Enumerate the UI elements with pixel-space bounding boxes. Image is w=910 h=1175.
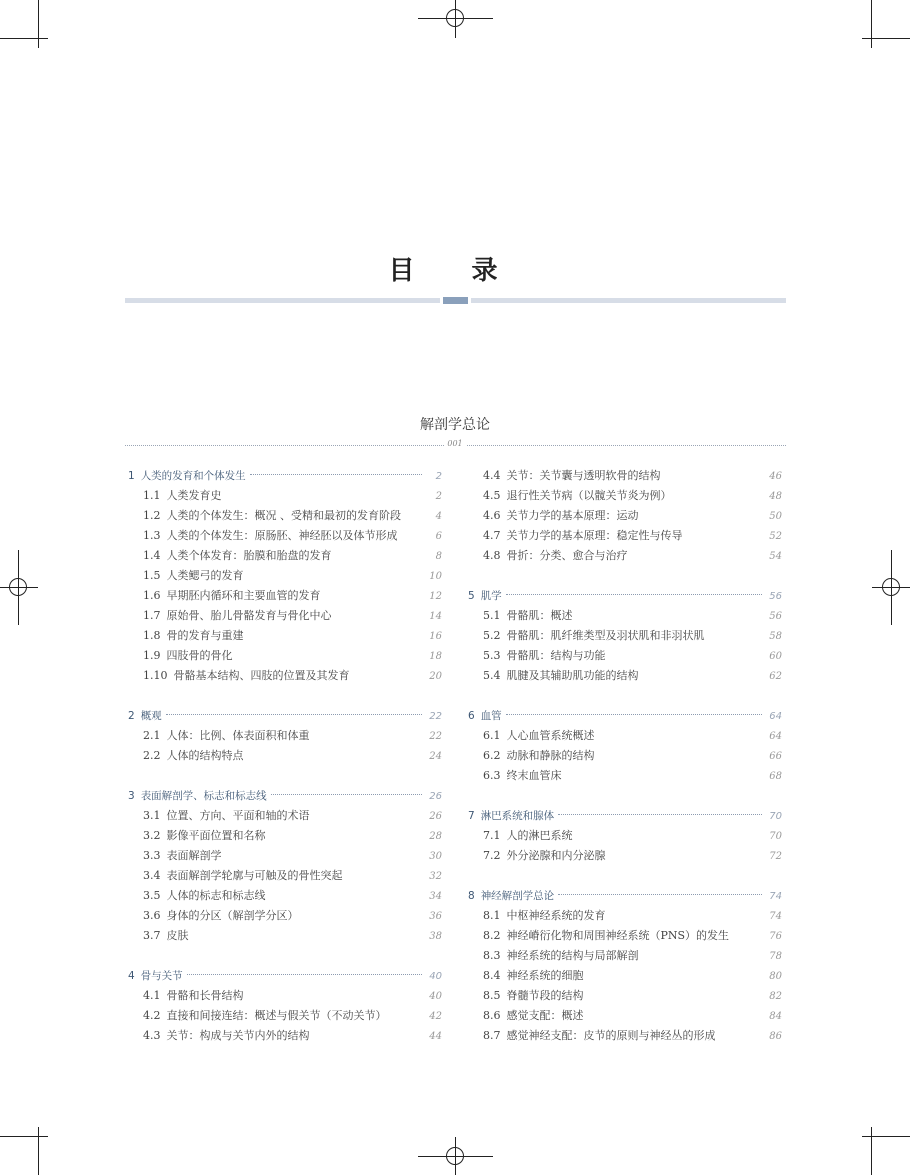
page-title: 目 录 (388, 256, 522, 286)
page-number: 14 (429, 611, 442, 622)
page-number: 48 (769, 491, 782, 502)
section-number: 4.4 (483, 469, 501, 482)
page-number: 50 (769, 511, 782, 522)
section-entry[interactable] (128, 566, 442, 586)
chapter-entry[interactable] (468, 706, 782, 726)
section-entry[interactable] (468, 486, 782, 506)
section-title: 退行性关节病（以髋关节炎为例） (506, 489, 672, 502)
page-number: 12 (429, 591, 442, 602)
section-title: 人类个体发育：胎膜和胎盘的发育 (166, 549, 332, 562)
page-number: 82 (769, 991, 782, 1002)
section-entry[interactable] (128, 546, 442, 566)
chapter-title: 概观 (140, 710, 162, 722)
section-title: 身体的分区（解剖学分区） (166, 909, 299, 922)
section-entry[interactable] (128, 1026, 442, 1046)
section-number: 8.3 (483, 949, 501, 962)
section-title: 神经系统的结构与局部解剖 (506, 949, 639, 962)
section-title: 人体的标志和标志线 (166, 889, 266, 902)
section-number: 3.4 (143, 869, 161, 882)
section-number: 8.2 (483, 929, 501, 942)
page-number: 16 (429, 631, 442, 642)
section-number: 4.2 (143, 1009, 161, 1022)
section-title: 人类的个体发生：概况 、受精和最初的发育阶段 (166, 509, 401, 522)
section-number: 5.3 (483, 649, 501, 662)
section-title: 神经系统的细胞 (506, 969, 584, 982)
section-number: 8.6 (483, 1009, 501, 1022)
page-number: 8 (435, 551, 442, 562)
chapter-title: 表面解剖学、标志和标志线 (140, 790, 267, 802)
section-entry[interactable] (468, 1026, 782, 1046)
section-title: 骨骼肌：肌纤维类型及羽状肌和非羽状肌 (506, 629, 705, 642)
section-number: 3.1 (143, 809, 161, 822)
section-number: 7.2 (483, 849, 501, 862)
page-number: 18 (429, 651, 442, 662)
section-entry[interactable] (468, 986, 782, 1006)
chapter-entry[interactable] (128, 466, 442, 486)
page-number: 46 (769, 471, 782, 482)
chapter-entry[interactable] (468, 886, 782, 906)
section-number: 4.5 (483, 489, 501, 502)
section-entry[interactable] (468, 726, 782, 746)
section-title: 骨骼和长骨结构 (166, 989, 244, 1002)
section-number: 5.2 (483, 629, 501, 642)
page-number: 54 (769, 551, 782, 562)
section-title: 四肢骨的骨化 (166, 649, 233, 662)
page-number: 78 (769, 951, 782, 962)
section-entry[interactable] (128, 626, 442, 646)
chapter-title: 骨与关节 (140, 970, 183, 982)
section-entry[interactable] (128, 586, 442, 606)
section-title: 肌腱及其辅助肌功能的结构 (506, 669, 639, 682)
section-entry[interactable] (468, 746, 782, 766)
section-number: 4.8 (483, 549, 501, 562)
chapter-title: 血管 (480, 710, 502, 722)
section-number: 5.4 (483, 669, 501, 682)
section-entry[interactable] (128, 746, 442, 766)
section-entry[interactable] (128, 866, 442, 886)
page-number: 22 (429, 731, 442, 742)
page-number: 42 (429, 1011, 442, 1022)
chapter-number: 8 (468, 890, 475, 902)
dot-leader (558, 894, 762, 895)
section-entry[interactable] (468, 666, 782, 686)
section-number: 1.1 (143, 489, 161, 502)
page-number: 84 (769, 1011, 782, 1022)
page-number: 62 (769, 671, 782, 682)
section-number: 1.7 (143, 609, 161, 622)
section-entry[interactable] (128, 906, 442, 926)
section-title: 中枢神经系统的发育 (506, 909, 606, 922)
dot-leader (558, 814, 762, 815)
page-number: 22 (429, 711, 442, 722)
section-number: 1.8 (143, 629, 161, 642)
chapter-number: 3 (128, 790, 135, 802)
dot-leader (506, 714, 762, 715)
section-entry[interactable] (128, 826, 442, 846)
page-number: 28 (429, 831, 442, 842)
section-title: 神经嵴衍化物和周围神经系统（PNS）的发生 (506, 929, 730, 942)
section-entry[interactable] (468, 506, 782, 526)
section-number: 8.4 (483, 969, 501, 982)
chapter-title: 肌学 (480, 590, 502, 602)
section-number: 5.1 (483, 609, 501, 622)
section-entry[interactable] (468, 1006, 782, 1026)
page-number: 64 (769, 731, 782, 742)
section-title: 皮肤 (166, 929, 189, 942)
page-number: 80 (769, 971, 782, 982)
section-entry[interactable] (128, 926, 442, 946)
page-number: 70 (769, 811, 782, 822)
section-title: 骨折：分类、愈合与治疗 (506, 549, 628, 562)
section-title: 位置、方向、平面和轴的术语 (166, 809, 310, 822)
section-title: 人类的个体发生：原肠胚、神经胚以及体节形成 (166, 529, 398, 542)
section-entry[interactable] (128, 846, 442, 866)
section-title: 感觉神经支配：皮节的原则与神经丛的形成 (506, 1029, 716, 1042)
page-number: 36 (429, 911, 442, 922)
page-number: 26 (429, 791, 442, 802)
section-title: 骨骼基本结构、四肢的位置及其发育 (173, 669, 350, 682)
section-entry[interactable] (128, 666, 442, 686)
chapter-number: 4 (128, 970, 135, 982)
chapter-block (128, 966, 442, 1046)
title-rule-left (125, 298, 440, 303)
chapter-number: 2 (128, 710, 135, 722)
section-entry[interactable] (468, 906, 782, 926)
section-entry[interactable] (468, 966, 782, 986)
dot-leader (271, 794, 422, 795)
section-number: 1.9 (143, 649, 161, 662)
section-title: 骨的发育与重建 (166, 629, 244, 642)
part-page-number: 001 (0, 439, 910, 448)
section-title: 原始骨、胎儿骨骼发育与骨化中心 (166, 609, 332, 622)
section-entry[interactable] (128, 646, 442, 666)
chapter-block (468, 586, 782, 686)
page-number: 56 (769, 611, 782, 622)
section-number: 1.10 (143, 669, 168, 682)
section-number: 3.6 (143, 909, 161, 922)
section-entry[interactable] (128, 986, 442, 1006)
page-number: 56 (769, 591, 782, 602)
section-title: 动脉和静脉的结构 (506, 749, 595, 762)
section-number: 4.6 (483, 509, 501, 522)
chapter-block (468, 886, 782, 1046)
section-entry[interactable] (128, 606, 442, 626)
section-number: 4.3 (143, 1029, 161, 1042)
chapter-entry[interactable] (468, 806, 782, 826)
chapter-block (128, 466, 442, 686)
chapter-block (128, 706, 442, 766)
toc-left-column (128, 466, 442, 1046)
section-entry[interactable] (128, 506, 442, 526)
section-title: 人体：比例、体表面积和体重 (166, 729, 310, 742)
page-number: 34 (429, 891, 442, 902)
dot-leader (166, 714, 422, 715)
page-number: 30 (429, 851, 442, 862)
section-entry[interactable] (468, 526, 782, 546)
chapter-block (468, 806, 782, 866)
section-number: 3.5 (143, 889, 161, 902)
section-entry[interactable] (468, 846, 782, 866)
section-entry[interactable] (468, 826, 782, 846)
section-entry[interactable] (128, 726, 442, 746)
page-number: 52 (769, 531, 782, 542)
page-number: 68 (769, 771, 782, 782)
section-title: 人心血管系统概述 (506, 729, 595, 742)
chapter-entry[interactable] (468, 586, 782, 606)
section-title: 终末血管床 (506, 769, 562, 782)
section-entry[interactable] (468, 646, 782, 666)
section-number: 6.3 (483, 769, 501, 782)
part-title: 解剖学总论 (420, 417, 490, 433)
chapter-number: 5 (468, 590, 475, 602)
section-entry[interactable] (128, 526, 442, 546)
section-number: 2.2 (143, 749, 161, 762)
page-number: 60 (769, 651, 782, 662)
section-entry[interactable] (128, 1006, 442, 1026)
page-number: 20 (429, 671, 442, 682)
section-number: 6.1 (483, 729, 501, 742)
chapter-entry[interactable] (128, 966, 442, 986)
section-title: 关节：关节囊与透明软骨的结构 (506, 469, 661, 482)
chapter-block (468, 466, 782, 566)
title-rule-accent (443, 297, 468, 304)
page-number: 2 (435, 491, 442, 502)
section-number: 2.1 (143, 729, 161, 742)
section-number: 3.7 (143, 929, 161, 942)
section-entry[interactable] (468, 926, 782, 946)
page-number: 72 (769, 851, 782, 862)
section-number: 8.1 (483, 909, 501, 922)
section-title: 骨骼肌：结构与功能 (506, 649, 606, 662)
page-number: 10 (429, 571, 442, 582)
chapter-title: 淋巴系统和腺体 (480, 810, 555, 822)
page-number: 40 (429, 991, 442, 1002)
section-title: 影像平面位置和名称 (166, 829, 266, 842)
page-number: 74 (769, 891, 782, 902)
dot-leader (506, 594, 762, 595)
section-number: 1.5 (143, 569, 161, 582)
section-number: 6.2 (483, 749, 501, 762)
section-entry[interactable] (468, 466, 782, 486)
page-number: 76 (769, 931, 782, 942)
section-title: 人类鳃弓的发育 (166, 569, 244, 582)
section-title: 关节力学的基本原理：运动 (506, 509, 639, 522)
page-number: 70 (769, 831, 782, 842)
chapter-entry[interactable] (128, 786, 442, 806)
page-number: 32 (429, 871, 442, 882)
chapter-number: 7 (468, 810, 475, 822)
section-entry[interactable] (468, 946, 782, 966)
page-number: 38 (429, 931, 442, 942)
page-number: 66 (769, 751, 782, 762)
page-number: 4 (435, 511, 442, 522)
title-rule-right (471, 298, 786, 303)
page-number: 6 (435, 531, 442, 542)
section-title: 外分泌腺和内分泌腺 (506, 849, 606, 862)
section-number: 8.7 (483, 1029, 501, 1042)
section-number: 1.2 (143, 509, 161, 522)
section-number: 1.4 (143, 549, 161, 562)
section-entry[interactable] (468, 626, 782, 646)
section-entry[interactable] (468, 766, 782, 786)
page-number: 86 (769, 1031, 782, 1042)
page-number: 58 (769, 631, 782, 642)
page-number: 44 (429, 1031, 442, 1042)
section-entry[interactable] (128, 886, 442, 906)
section-title: 早期胚内循环和主要血管的发育 (166, 589, 321, 602)
section-entry[interactable] (468, 546, 782, 566)
section-title: 脊髓节段的结构 (506, 989, 584, 1002)
section-number: 8.5 (483, 989, 501, 1002)
chapter-number: 1 (128, 470, 135, 482)
section-number: 3.2 (143, 829, 161, 842)
section-number: 4.7 (483, 529, 501, 542)
section-title: 关节：构成与关节内外的结构 (166, 1029, 310, 1042)
section-entry[interactable] (468, 606, 782, 626)
section-entry[interactable] (128, 806, 442, 826)
section-title: 感觉支配：概述 (506, 1009, 584, 1022)
section-title: 人类发育史 (166, 489, 222, 502)
chapter-title: 神经解剖学总论 (480, 890, 555, 902)
page-number: 24 (429, 751, 442, 762)
chapter-block (468, 706, 782, 786)
page-number: 2 (435, 471, 442, 482)
toc-right-column (468, 466, 782, 1046)
page-number: 26 (429, 811, 442, 822)
section-title: 表面解剖学 (166, 849, 222, 862)
section-number: 3.3 (143, 849, 161, 862)
chapter-number: 6 (468, 710, 475, 722)
section-title: 关节力学的基本原理：稳定性与传导 (506, 529, 683, 542)
section-entry[interactable] (128, 486, 442, 506)
section-title: 人体的结构特点 (166, 749, 244, 762)
section-title: 表面解剖学轮廓与可触及的骨性突起 (166, 869, 343, 882)
chapter-block (128, 786, 442, 946)
chapter-title: 人类的发育和个体发生 (140, 470, 246, 482)
page-number: 64 (769, 711, 782, 722)
section-title: 人的淋巴系统 (506, 829, 573, 842)
section-number: 1.3 (143, 529, 161, 542)
section-title: 直接和间接连结：概述与假关节（不动关节） (166, 1009, 387, 1022)
section-number: 7.1 (483, 829, 501, 842)
chapter-entry[interactable] (128, 706, 442, 726)
dot-leader (250, 474, 422, 475)
dot-leader (187, 974, 422, 975)
section-number: 1.6 (143, 589, 161, 602)
page-number: 40 (429, 971, 442, 982)
section-number: 4.1 (143, 989, 161, 1002)
section-title: 骨骼肌：概述 (506, 609, 573, 622)
page-number: 74 (769, 911, 782, 922)
